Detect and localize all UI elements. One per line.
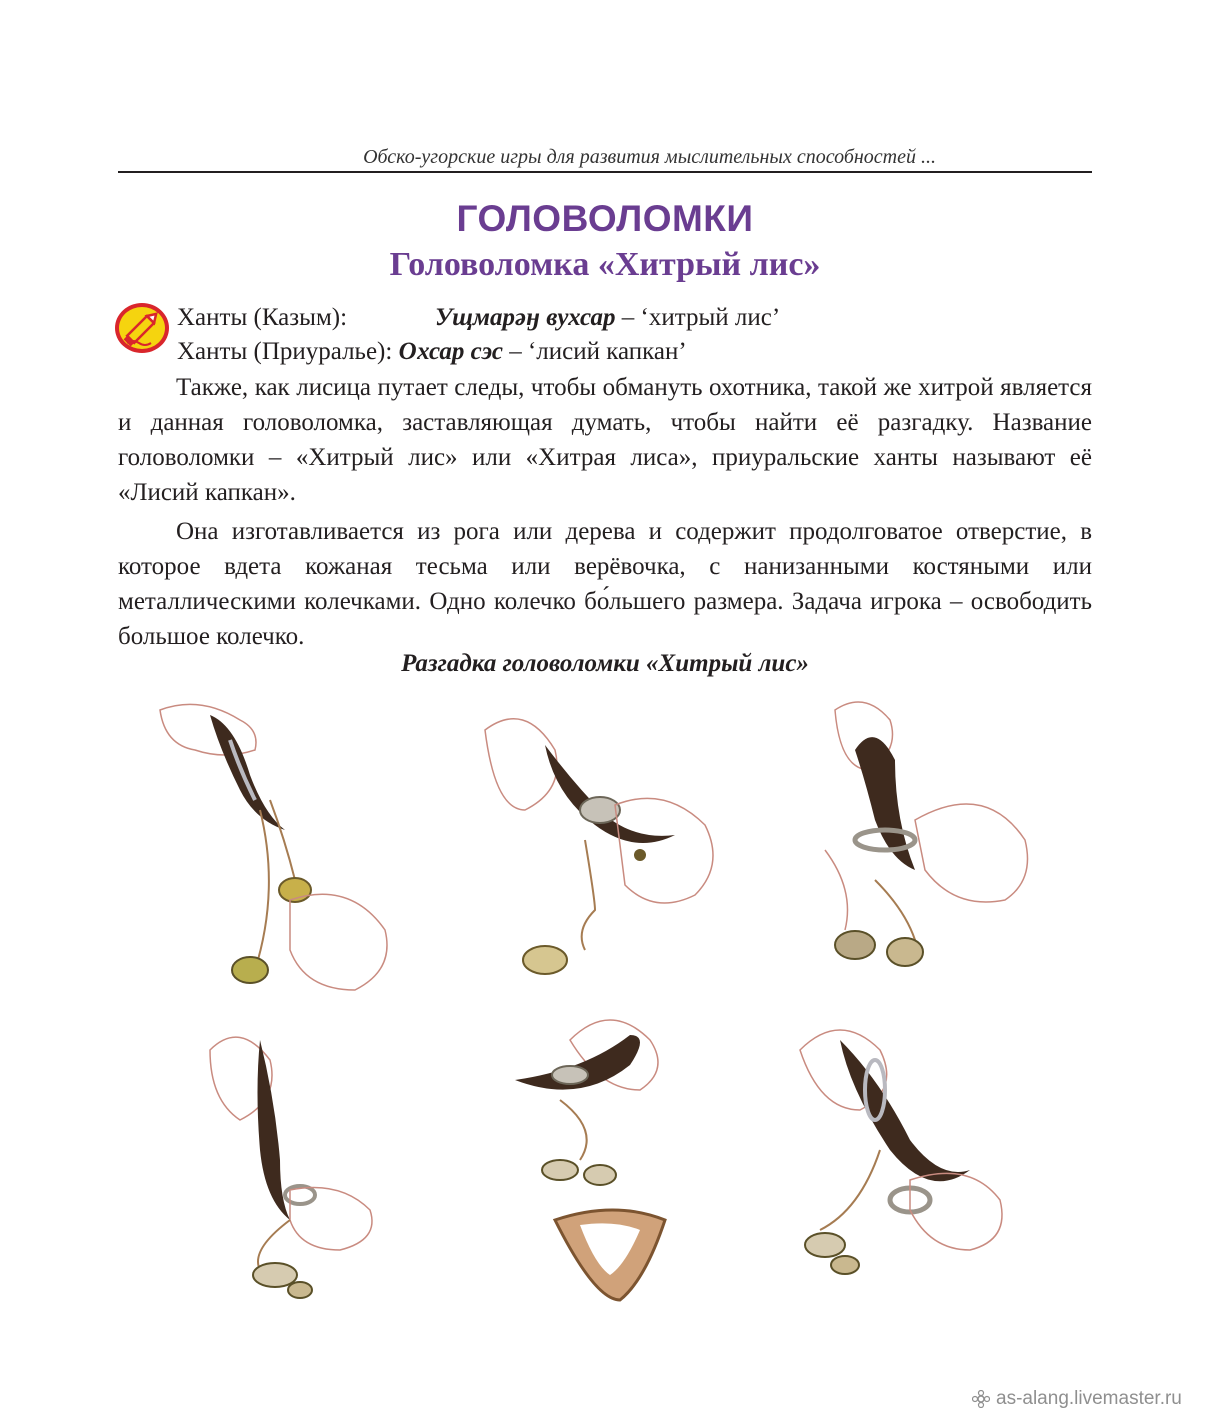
- running-header: Обско-угорские игры для развития мыслительных способностей ...: [363, 146, 936, 168]
- illustration-step-3: [815, 690, 1065, 990]
- illustration-step-5: [500, 1010, 730, 1310]
- term-translation: – ‘хитрый лис’: [615, 304, 781, 331]
- language-label: Ханты (Приуралье):: [177, 338, 393, 365]
- illustration-step-1: [150, 690, 410, 1000]
- illustration-step-6: [790, 1010, 1040, 1300]
- header-rule: [118, 171, 1092, 173]
- language-label: Ханты (Казым):: [177, 304, 348, 331]
- flower-icon: [972, 1390, 990, 1408]
- pencil-icon: [113, 301, 171, 355]
- names-block: [177, 301, 780, 369]
- name-row-kazym: [177, 301, 780, 335]
- watermark-text: as-alang.livemaster.ru: [996, 1388, 1182, 1409]
- body-text: [118, 370, 1092, 658]
- term-translation: – ‘лисий капкан’: [502, 338, 687, 365]
- section-subtitle: Головоломка «Хитрый лис»: [389, 246, 821, 283]
- watermark: [972, 1388, 1182, 1410]
- paragraph: Она изготавливается из рога или дерева и содержит продолговатое отверстие, в которое вдета кожаная тесьма или верёвочка, с нанизанными костяными или металлическими колечками. Одно колечко бо́льшего размера. Задача игрока – освободить большое колечко.: [118, 518, 1092, 650]
- section-title: ГОЛОВОЛОМКИ: [456, 198, 754, 239]
- illustration-step-2: [475, 690, 735, 990]
- native-term: Охсар сэс: [398, 338, 503, 365]
- paragraph: Также, как лисица путает следы, чтобы обмануть охотника, такой же хитрой является и данная головоломка, заставляющая думать, чтобы найти её разгадку. Название головоломки – «Хитрый лис» или «Хитрая лиса», приуральские ханты называют её «Лисий капкан».: [118, 374, 1092, 506]
- illustration-caption: Разгадка головоломки «Хитрый лис»: [401, 650, 809, 677]
- native-term: Ущмарәӈ вухсар: [435, 304, 616, 331]
- name-row-priuralye: [177, 335, 780, 369]
- illustration-step-4: [190, 1010, 410, 1300]
